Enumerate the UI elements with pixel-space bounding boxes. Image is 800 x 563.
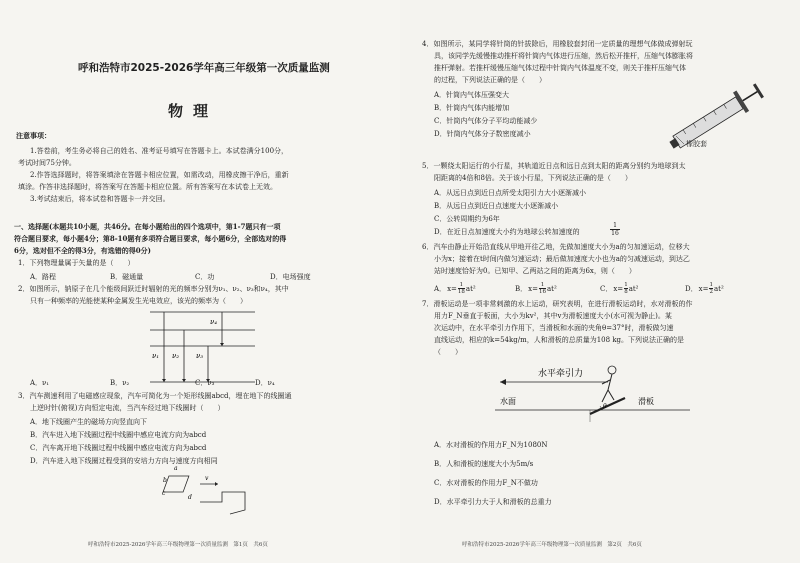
level-label: ν₁ — [152, 352, 160, 360]
fraction-denominator: 16 — [611, 230, 619, 237]
q5-stem: 5．一颗绕太阳运行的小行星，其轨道近日点和远日点到太阳的距离分别约为地球到太 — [422, 162, 686, 170]
q4-stem: 具，该同学先缓慢推动推杆将针筒内气体进行压缩，然后松开推杆，压缩气体膨胀将 — [434, 52, 693, 60]
q2-option-b: B．ν₂ — [110, 379, 130, 387]
level-label: ν₄ — [210, 318, 218, 326]
page-footer: 呼和浩特市2025-2026学年高三年级物理第一次质量监测 第2页 共6页 — [462, 542, 642, 548]
energy-level-diagram — [150, 308, 260, 388]
q6-option-d: D． x= $\frac{1}{2}$ at² — [685, 282, 724, 295]
q4-option-b: B．针筒内气体内能增加 — [434, 104, 510, 112]
coil-label: a — [174, 465, 178, 472]
notice-line: 2.作答选择题时，将答案填涂在答题卡相应位置，如需改动，用橡皮擦干净后，重新 — [30, 171, 289, 179]
q7-stem: 7．滑板运动是一项非常刺激的水上运动，研究表明，在进行滑板运动时，水对滑板的作 — [422, 300, 693, 308]
angle-label: θ — [603, 403, 607, 410]
q1-option-d: D．电场强度 — [270, 273, 311, 281]
q7-stem: 用力F_N垂直于板面，大小为kv²，其中v为滑板速度大小(水可视为静止)。某 — [434, 312, 672, 320]
level-label: ν₃ — [196, 352, 204, 360]
notice-line: 考试时间75分钟。 — [18, 159, 76, 167]
fraction: $\frac{1}{2}$ — [709, 282, 713, 295]
q3-stem: 上逆时针(俯视)方向恒定电流，当汽车经过地下线圈时（ ） — [30, 404, 225, 412]
coil-label: d — [188, 494, 192, 501]
syringe-figure — [662, 80, 772, 155]
section-heading: 一、选择题(本题共10小题，共46分。在每小题给出的四个选项中，第1-7题只有一项 — [14, 222, 281, 231]
q3-stem: 3．汽车测速利用了电磁感应现象，汽车可简化为一个矩形线圈abcd，埋在地下的线圈通 — [18, 392, 292, 400]
coil-label: b — [163, 477, 167, 484]
q3-option-a: A．地下线圈产生的磁场方向竖直向下 — [30, 418, 148, 426]
q6-option-c: C． x= $\frac{1}{8}$ at² — [600, 282, 639, 295]
q6-stem: 6．汽车由静止开始沿直线从甲地开往乙地，先做加速度大小为a的匀加速运动，位移大 — [422, 243, 690, 251]
q6-option-b: B． x= $\frac{1}{16}$ at² — [515, 282, 557, 295]
q4-stem: 的过程，下列说法正确的是（ ） — [434, 76, 546, 84]
page-footer: 呼和浩特市2025-2026学年高三年级物理第一次质量监测 第1页 共6页 — [88, 542, 268, 548]
q7-option-a: A．水对滑板的作用力F_N为1080N — [434, 441, 548, 449]
q1-option-b: B．磁通量 — [110, 273, 144, 281]
q5-fraction — [610, 222, 620, 237]
q7-option-d: D．水平牵引力大于人和滑板的总重力 — [434, 498, 552, 506]
traction-force-label: 水平牵引力 — [538, 369, 584, 379]
q4-option-c: C．针筒内气体分子平均动能减少 — [434, 117, 538, 125]
q1-option-c: C．功 — [195, 273, 215, 281]
notice-line: 3.考试结束后，将本试卷和答题卡一并交回。 — [30, 195, 170, 203]
q7-stem: 次运动中，在水平牵引力作用下，当滑板和水面的夹角θ=37°时，滑板做匀速 — [434, 324, 674, 332]
q2-option-a: A．ν₁ — [30, 379, 50, 387]
q2-option-d: D．ν₄ — [255, 379, 275, 387]
velocity-label: v — [205, 475, 209, 482]
water-surface-label: 水面 — [500, 397, 516, 406]
q3-option-d: D．汽车进入地下线圈过程受到的安培力方向与速度方向相同 — [30, 457, 218, 465]
rubber-cap-label: 橡胶套 — [686, 140, 707, 148]
q5-option-b: B．从远日点到近日点速度大小逐渐减小 — [434, 202, 559, 210]
q7-stem: 直线运动，相应的k=54kg/m，人和滑板的总质量为108 kg。下列说法正确的是 — [434, 336, 685, 344]
q2-stem: 2．如图所示，钠原子在几个能级间跃迁时辐射的光的频率分别为ν₁、ν₂、ν₃和ν₄，其中 — [18, 285, 289, 293]
q6-stem: 小为x；接着在t时间内做匀速运动；最后做加速度大小也为a的匀减速运动，到达乙 — [434, 255, 690, 263]
q7-stem: （ ） — [434, 348, 462, 356]
q4-stem: 推杆弹射。若推杆缓慢压缩气体过程中针筒内气体温度不变，则关于推杆压缩气体 — [434, 64, 686, 72]
q3-option-c: C．汽车离开地下线圈过程中线圈中感应电流方向为abcd — [30, 444, 207, 452]
notice-line: 1.答卷前，考生务必将自己的姓名、准考证号填写在答题卡上。本试卷满分100分， — [30, 147, 289, 155]
q1-stem: 1．下列物理量属于矢量的是（ ） — [18, 259, 135, 267]
q6-option-a: A． x= $\frac{1}{18}$ at² — [434, 282, 476, 295]
coil-label: c — [162, 490, 166, 497]
fraction: $\frac{1}{18}$ — [457, 282, 465, 295]
q4-option-a: A．针筒内气体压强变大 — [434, 91, 510, 99]
fraction: $\frac{1}{16}$ — [538, 282, 546, 295]
q5-option-c: C．公转周期约为6年 — [434, 215, 500, 223]
q6-stem: 站时速度恰好为0。已知甲、乙两站之间的距离为6x，则（ ） — [434, 267, 636, 275]
wakeboard-figure — [490, 362, 700, 432]
exam-page-2 — [400, 0, 800, 563]
q1-option-a: A．路程 — [30, 273, 57, 281]
q4-option-d: D．针筒内气体分子数密度减小 — [434, 130, 531, 138]
q7-option-c: C．水对滑板的作用力F_N不做功 — [434, 479, 538, 487]
section-heading: 符合题目要求，每小题4分；第8-10题有多项符合题目要求，每小题6分，全部选对的得 — [14, 234, 287, 243]
q3-option-b: B．汽车进入地下线圈过程中线圈中感应电流方向为abcd — [30, 431, 207, 439]
section-heading: 6分，选对但不全的得3分，有选错的得0分) — [14, 246, 151, 255]
q5-stem: 阳距离的4倍和8倍。关于该小行星，下列说法正确的是（ ） — [434, 174, 632, 182]
q2-stem: 只有一种频率的光能使某种金属发生光电效应，该光的频率为（ ） — [30, 297, 247, 305]
subject-title: 物理 — [168, 102, 219, 120]
q5-option-d: D．在近日点加速度大小约为地球公转加速度的 — [434, 228, 580, 236]
notice-line: 填涂。作答非选择题时，将答案写在答题卡相应位置。所有答案写在本试卷上无效。 — [18, 183, 277, 191]
fraction-numerator: 1 — [610, 222, 620, 230]
notice-heading: 注意事项： — [16, 131, 51, 140]
coil-diagram — [160, 462, 260, 520]
fraction: $\frac{1}{8}$ — [624, 282, 628, 295]
level-label: ν₂ — [172, 352, 180, 360]
q2-option-c: C．ν₃ — [195, 379, 215, 387]
board-label: 滑板 — [638, 397, 654, 406]
q7-option-b: B．人和滑板的速度大小为5m/s — [434, 460, 534, 468]
q4-stem: 4．如图所示，某同学将针筒的针拔除后，用橡胶套封闭一定质量的理想气体做成弹射玩 — [422, 40, 693, 48]
exam-title: 呼和浩特市2025-2026学年高三年级第一次质量监测 — [78, 62, 330, 74]
q5-option-a: A．从远日点到近日点所受太阳引力大小逐渐减小 — [434, 189, 587, 197]
